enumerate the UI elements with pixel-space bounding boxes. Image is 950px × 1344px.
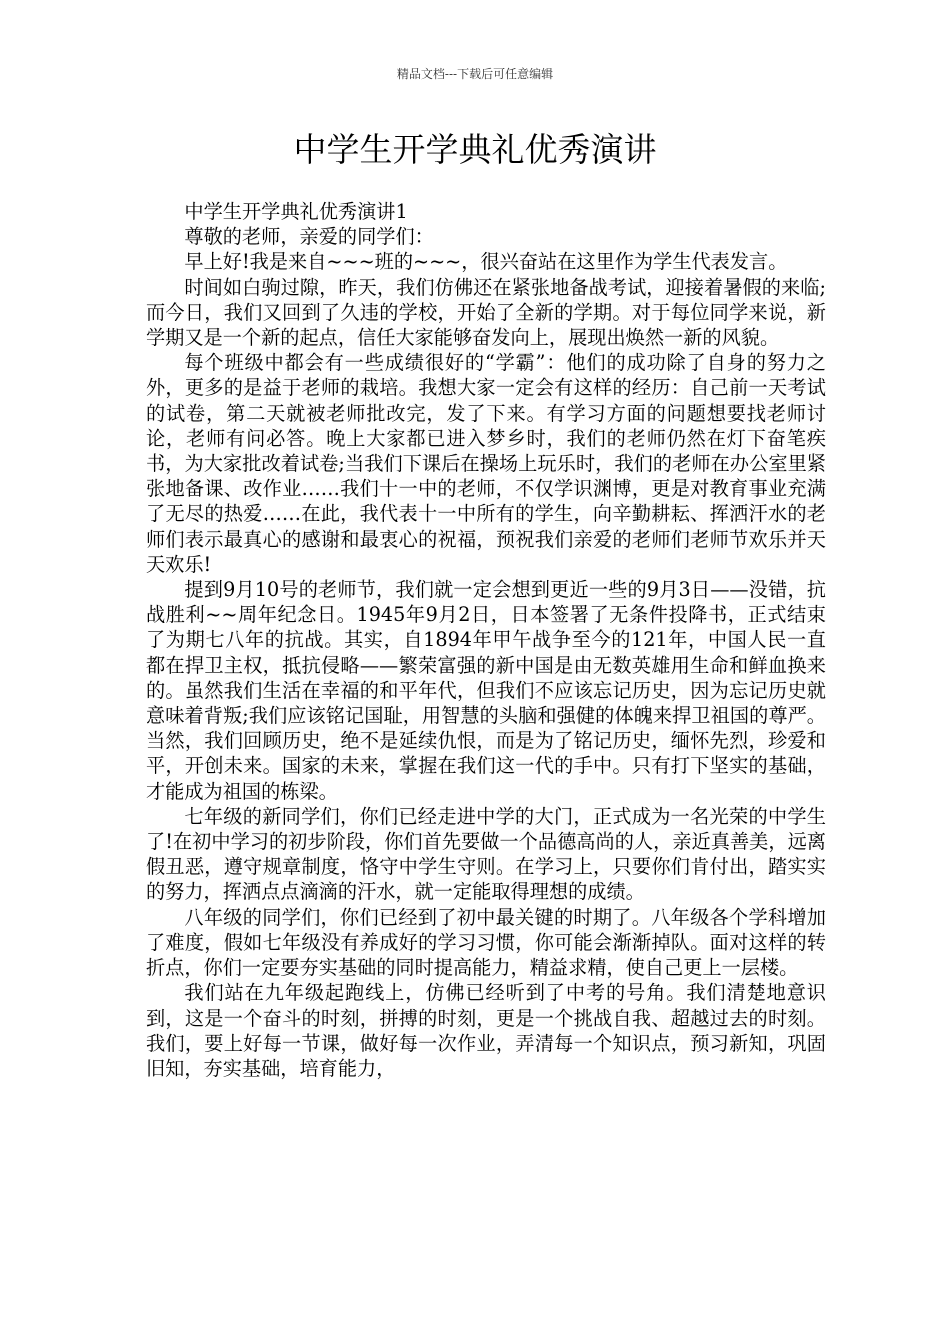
paragraph: 尊敬的老师，亲爱的同学们： [184, 225, 434, 249]
paragraph: 八年级的同学们，你们已经到了初中最关键的时期了。八年级各个学科增加了难度，假如七年级没有养成好的学习习惯，你可能会渐渐掉队。面对这样的转折点，你们一定要夯实基础的同时提高能力，精益求精，使自己更上一层楼。 [146, 905, 826, 980]
paragraph: 时间如白驹过隙，昨天，我们仿佛还在紧张地备战考试，迎接着暑假的来临;而今日，我们又回到了久违的学校，开始了全新的学期。对于每位同学来说，新学期又是一个新的起点，信任大家能够奋发向上，展现出焕然一新的风貌。 [146, 275, 826, 350]
paragraph: 七年级的新同学们，你们已经走进中学的大门，正式成为一名光荣的中学生了!在初中学习的初步阶段，你们首先要做一个品德高尚的人，亲近真善美，远离假丑恶，遵守规章制度，恪守中学生守则。在学习上，只要你们肯付出，踏实实的努力，挥洒点点滴滴的汗水，就一定能取得理想的成绩。 [146, 804, 826, 904]
paragraph: 早上好!我是来自~~~班的~~~，很兴奋站在这里作为学生代表发言。 [184, 250, 788, 274]
paragraph: 提到9月10号的老师节，我们就一定会想到更近一些的9月3日——没错，抗战胜利~~周年纪念日。1945年9月2日，日本签署了无条件投降书，正式结束了为期七八年的抗战。其实，自1894年甲午战争至今的121年，中国人民一直都在捍卫主权，抵抗侵略——繁荣富强的新中国是由无数英雄用生命和鲜血换来的。虽然我们生活在幸福的和平年代，但我们不应该忘记历史，因为忘记历史就意味着背叛;我们应该铭记国耻，用智慧的头脑和强健的体魄来捍卫祖国的尊严。当然，我们回顾历史，绝不是延续仇恨，而是为了铭记历史，缅怀先烈，珍爱和平，开创未来。国家的未来，掌握在我们这一代的手中。只有打下坚实的基础，才能成为祖国的栋梁。 [146, 578, 826, 803]
paragraph: 每个班级中都会有一些成绩很好的“学霸”：他们的成功除了自身的努力之外，更多的是益于老师的栽培。我想大家一定会有这样的经历：自己前一天考试的试卷，第二天就被老师批改完，发了下来。有学习方面的问题想要找老师讨论，老师有问必答。晚上大家都已进入梦乡时，我们的老师仍然在灯下奋笔疾书，为大家批改着试卷;当我们下课后在操场上玩乐时，我们的老师在办公室里紧张地备课、改作业……我们十一中的老师，不仅学识渊博，更是对教育事业充满了无尽的热爱……在此，我代表十一中所有的学生，向辛勤耕耘、挥洒汗水的老师们表示最真心的感谢和最衷心的祝福，预祝我们亲爱的老师们老师节欢乐并天天欢乐! [146, 351, 826, 576]
header-note: 精品文档---下载后可任意编辑 [396, 67, 554, 81]
paragraph: 我们站在九年级起跑线上，仿佛已经听到了中考的号角。我们清楚地意识到，这是一个奋斗的时刻，拼搏的时刻，更是一个挑战自我、超越过去的时刻。我们，要上好每一节课，做好每一次作业，弄清每一个知识点，预习新知，巩固旧知，夯实基础，培育能力， [146, 981, 826, 1080]
document-body [146, 199, 826, 1081]
document-title: 中学生开学典礼优秀演讲 [293, 130, 657, 169]
paragraph: 中学生开学典礼优秀演讲1 [184, 200, 408, 223]
